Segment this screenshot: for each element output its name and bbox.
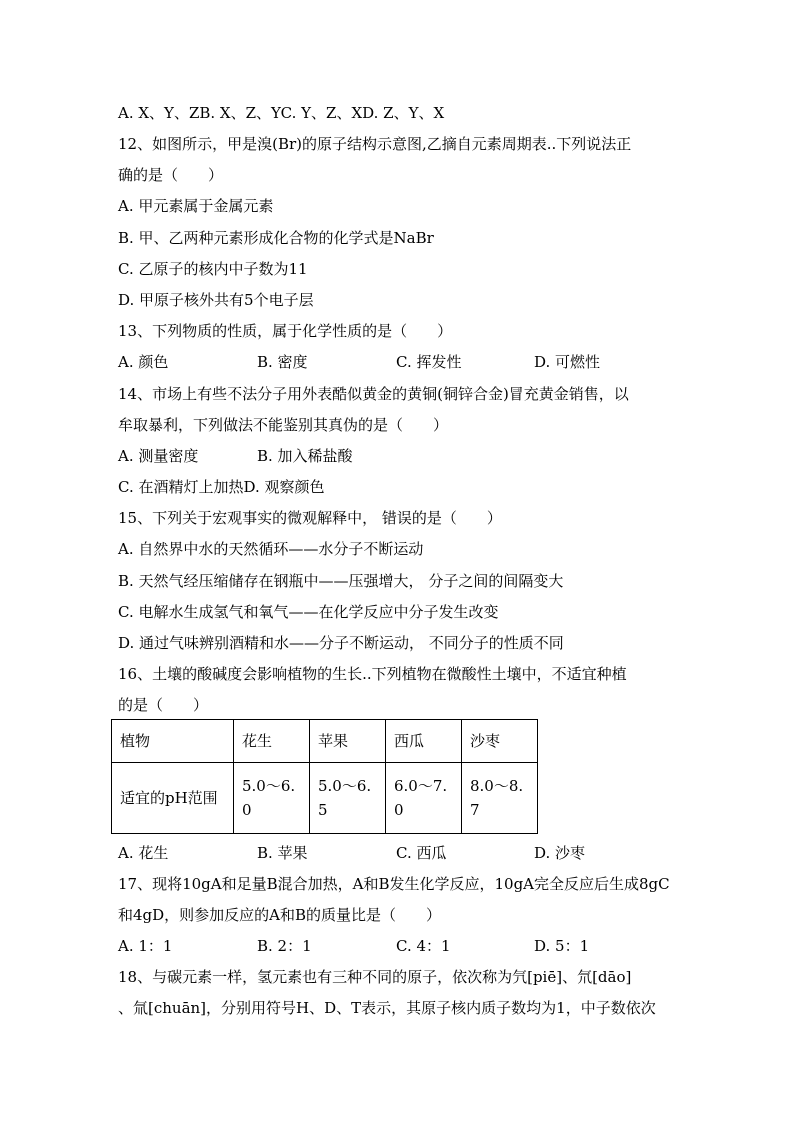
q12-stem-line-1: 12、如图所示，甲是溴(Br)的原子结构示意图,乙摘自元素周期表..下列说法正 — [118, 135, 632, 153]
cell-line: 0 — [242, 801, 252, 819]
q18-stem-line-1: 18、与碳元素一样，氢元素也有三种不同的原子，依次称为氕[piē]、氘[dāo] — [118, 968, 632, 986]
q13-option-b: B. 密度 — [257, 353, 308, 371]
q13-option-d: D. 可燃性 — [534, 353, 601, 371]
table-header-peanut: 花生 — [234, 720, 310, 763]
cell-line: 5.0～6. — [242, 777, 296, 795]
q13-option-a: A. 颜色 — [118, 353, 169, 371]
cell-line: 5 — [318, 801, 328, 819]
q14-stem-line-2: 牟取暴利，下列做法不能鉴别其真伪的是（ ） — [118, 416, 449, 434]
q12-option-d: D. 甲原子核外共有5个电子层 — [118, 291, 314, 309]
q12-option-a: A. 甲元素属于金属元素 — [118, 197, 274, 215]
table-row-ph — [112, 763, 538, 834]
cell-line: 7 — [470, 801, 480, 819]
q17-stem-line-2: 和4gD，则参加反应的A和B的质量比是（ ） — [118, 906, 442, 924]
q17-option-c: C. 4：1 — [396, 937, 451, 955]
table-cell-watermelon — [386, 763, 462, 834]
q18-stem-line-2: 、氚[chuān]，分别用符号H、D、T表示，其原子核内质子数均为1，中子数依次 — [118, 999, 656, 1017]
q13-stem: 13、下列物质的性质，属于化学性质的是（ ） — [118, 322, 453, 340]
q16-stem-line-2: 的是（ ） — [118, 696, 209, 714]
q15-option-b: B. 天然气经压缩储存在钢瓶中——压强增大， 分子之间的间隔变大 — [118, 572, 564, 590]
q17-option-b: B. 2：1 — [257, 937, 312, 955]
q16-option-b: B. 苹果 — [257, 844, 308, 862]
q12-option-c: C. 乙原子的核内中子数为11 — [118, 260, 308, 278]
q17-stem-line-1: 17、现将10gA和足量B混合加热，A和B发生化学反应，10gA完全反应后生成8gC — [118, 875, 670, 893]
q14-options-cd: C. 在酒精灯上加热D. 观察颜色 — [118, 478, 325, 496]
cell-line: 0 — [394, 801, 404, 819]
q16-stem-line-1: 16、土壤的酸碱度会影响植物的生长..下列植物在微酸性土壤中，不适宜种植 — [118, 665, 627, 683]
table-cell-apple — [310, 763, 386, 834]
q12-stem-line-2: 确的是（ ） — [118, 166, 224, 184]
q15-option-a: A. 自然界中水的天然循环——水分子不断运动 — [118, 540, 424, 558]
table-cell-peanut — [234, 763, 310, 834]
q17-option-d: D. 5：1 — [534, 937, 590, 955]
q14-stem-line-1: 14、市场上有些不法分子用外表酷似黄金的黄铜(铜锌合金)冒充黄金销售，以 — [118, 385, 629, 403]
cell-line: 6.0～7. — [394, 777, 448, 795]
q16-option-c: C. 西瓜 — [396, 844, 447, 862]
q12-option-b: B. 甲、乙两种元素形成化合物的化学式是NaBr — [118, 229, 434, 247]
q17-option-a: A. 1：1 — [118, 937, 173, 955]
q13-option-c: C. 挥发性 — [396, 353, 462, 371]
table-row-label: 适宜的pH范围 — [112, 763, 234, 834]
table-header-plant: 植物 — [112, 720, 234, 763]
ph-range-table — [111, 719, 538, 834]
cell-line: 5.0～6. — [318, 777, 372, 795]
table-header-watermelon: 西瓜 — [386, 720, 462, 763]
table-header-oleaster: 沙枣 — [462, 720, 538, 763]
q14-option-b: B. 加入稀盐酸 — [257, 447, 353, 465]
q15-option-d: D. 通过气味辨别酒精和水——分子不断运动， 不同分子的性质不同 — [118, 634, 564, 652]
table-cell-oleaster — [462, 763, 538, 834]
q15-stem: 15、下列关于宏观事实的微观解释中， 错误的是（ ） — [118, 509, 502, 527]
q16-option-d: D. 沙枣 — [534, 844, 586, 862]
q11-options: A. X、Y、ZB. X、Z、YC. Y、Z、XD. Z、Y、X — [118, 104, 445, 122]
table-header-row — [112, 720, 538, 763]
q15-option-c: C. 电解水生成氢气和氧气——在化学反应中分子发生改变 — [118, 603, 499, 621]
table-header-apple: 苹果 — [310, 720, 386, 763]
cell-line: 8.0～8. — [470, 777, 524, 795]
q14-option-a: A. 测量密度 — [118, 447, 199, 465]
q16-option-a: A. 花生 — [118, 844, 169, 862]
